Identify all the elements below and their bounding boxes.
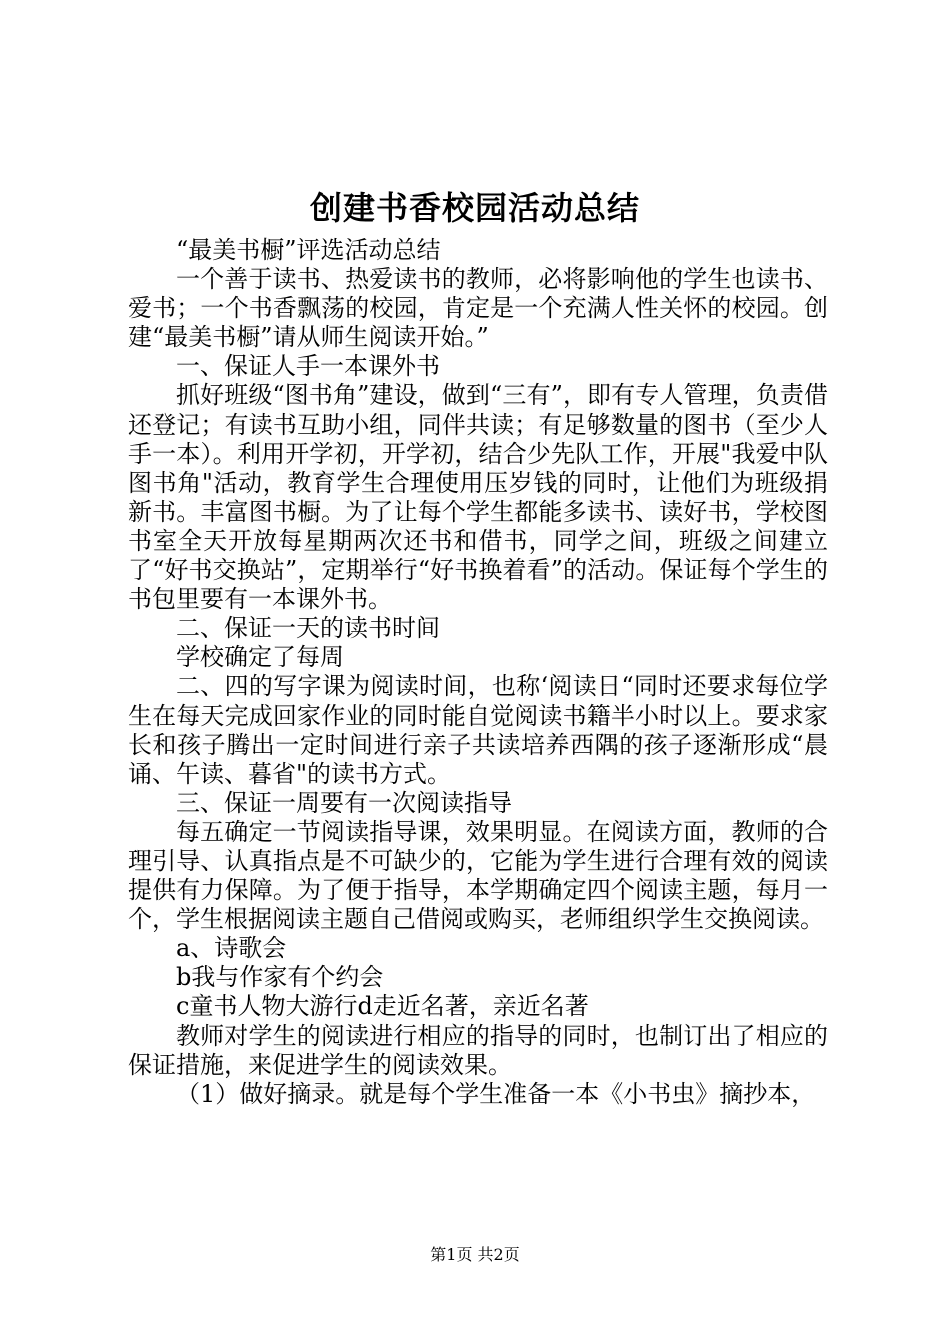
paragraph: 抓好班级“图书角”建设，做到“三有”，即有专人管理，负责借还登记；有读书互助小组，同伴共读；有足够数量的图书（至少人手一本）。利用开学初，开学初，结合少先队工作，开展"我爱中队图书角"活动，教育学生合理使用压岁钱的同时，让他们为班级捐新书。丰富图书橱。为了让每个学生都能多读书、读好书，学校图书室全天开放每星期两次还书和借书，同学之间，班级之间建立了“好书交换站”，定期举行“好书换着看”的活动。保证每个学生的书包里要有一本课外书。 xyxy=(128,381,828,614)
list-item: c童书人物大游行d走近名著，亲近名著 xyxy=(176,992,589,1021)
section-heading-3: 三、保证一周要有一次阅读指导 xyxy=(176,788,512,817)
section-heading-1: 一、保证人手一本课外书 xyxy=(176,352,440,381)
paragraph: （1）做好摘录。就是每个学生准备一本《小书虫》摘抄本， xyxy=(176,1079,816,1108)
paragraph-subtitle: “最美书橱”评选活动总结 xyxy=(176,236,441,264)
document-title: 创建书香校园活动总结 xyxy=(309,189,640,227)
paragraph: 教师对学生的阅读进行相应的指导的同时，也制订出了相应的保证措施，来促进学生的阅读效果。 xyxy=(128,1021,828,1079)
page-footer: 第1页 共2页 xyxy=(430,1245,520,1264)
paragraph: 二、四的写字课为阅读时间，也称‘阅读日“同时还要求每位学生在每天完成回家作业的同时能自觉阅读书籍半小时以上。要求家长和孩子腾出一定时间进行亲子共读培养西隅的孩子逐渐形成“晨诵、午读、暮省"的读书方式。 xyxy=(128,672,828,788)
paragraph: 学校确定了每周 xyxy=(176,643,344,672)
paragraph: 每五确定一节阅读指导课，效果明显。在阅读方面，教师的合理引导、认真指点是不可缺少的，它能为学生进行合理有效的阅读提供有力保障。为了便于指导，本学期确定四个阅读主题，每月一个，学生根据阅读主题自己借阅或购买，老师组织学生交换阅读。 xyxy=(128,817,828,934)
list-item: b我与作家有个约会 xyxy=(176,963,384,992)
paragraph-intro: 一个善于读书、热爱读书的教师，必将影响他的学生也读书、爱书；一个书香飘荡的校园，肯定是一个充满人性关怀的校园。创建“最美书橱”请从师生阅读开始。” xyxy=(128,265,828,352)
document-body xyxy=(128,236,828,1109)
list-item: a、诗歌会 xyxy=(176,934,287,963)
section-heading-2: 二、保证一天的读书时间 xyxy=(176,614,440,643)
